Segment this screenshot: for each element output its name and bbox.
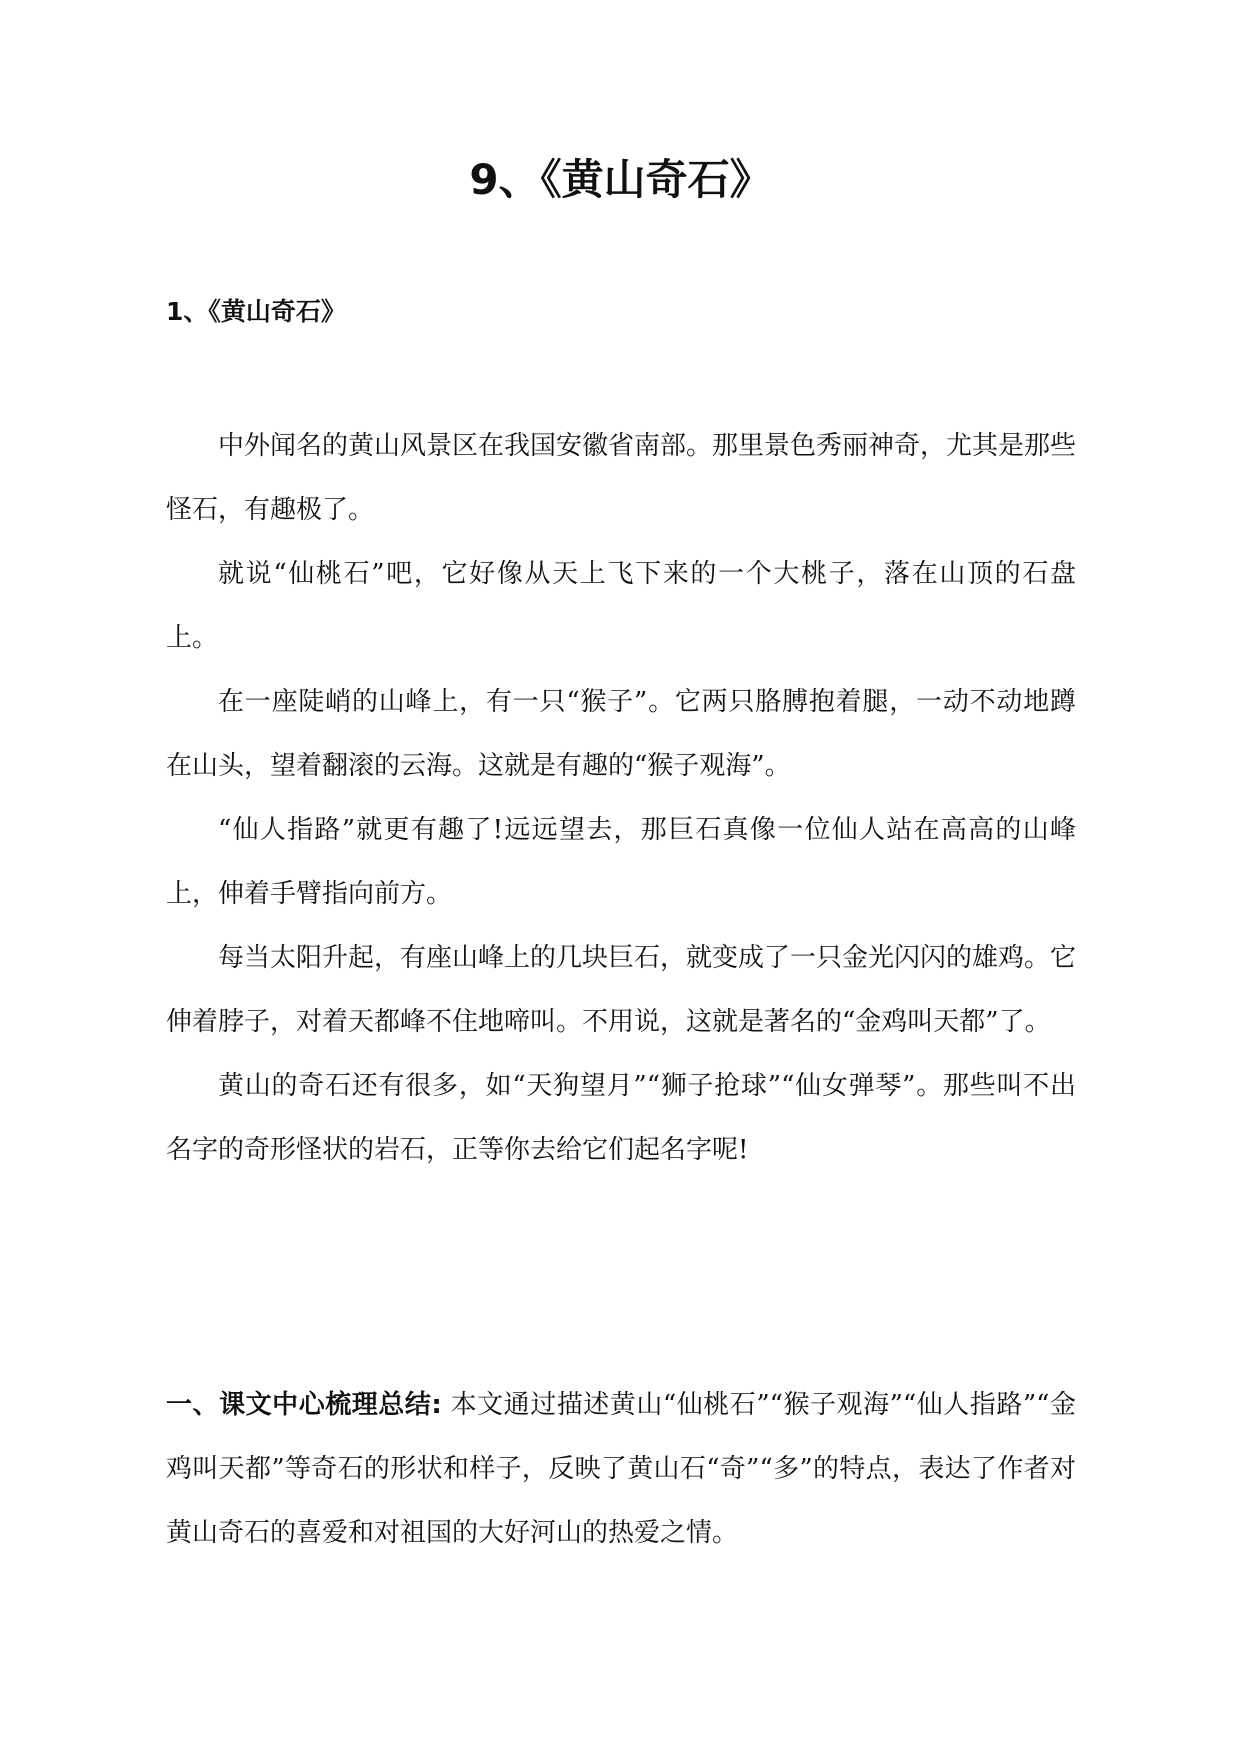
paragraph-4: “仙人指路”就更有趣了!远远望去，那巨石真像一位仙人站在高高的山峰上，伸着手臂指向前方。: [166, 815, 1076, 909]
article-body: [166, 414, 1076, 1182]
summary-paragraph: [166, 1373, 1076, 1565]
summary-text: 本文通过描述黄山“仙桃石”“猴子观海”“仙人指路”“金鸡叫天都”等奇石的形状和样子，反映了黄山石“奇”“多”的特点，表达了作者对黄山奇石的喜爱和对祖国的大好河山的热爱之情。: [166, 1390, 1076, 1548]
section-heading: 1、《黄山奇石》: [166, 297, 346, 326]
page-title: 9、《黄山奇石》: [469, 155, 772, 204]
paragraph-1: 中外闻名的黄山风景区在我国安徽省南部。那里景色秀丽神奇，尤其是那些怪石，有趣极了。: [166, 431, 1077, 525]
summary-label: 一、课文中心梳理总结:: [166, 1390, 442, 1420]
paragraph-6: 黄山的奇石还有很多，如“天狗望月”“狮子抢球”“仙女弹琴”。那些叫不出名字的奇形怪状的岩石，正等你去给它们起名字呢!: [166, 1071, 1076, 1165]
paragraph-3: 在一座陡峭的山峰上，有一只“猴子”。它两只胳膊抱着腿，一动不动地蹲在山头，望着翻滚的云海。这就是有趣的“猴子观海”。: [166, 687, 1076, 781]
paragraph-5: 每当太阳升起，有座山峰上的几块巨石，就变成了一只金光闪闪的雄鸡。它伸着脖子，对着天都峰不住地啼叫。不用说，这就是著名的“金鸡叫天都”了。: [166, 943, 1077, 1037]
paragraph-2: 就说“仙桃石”吧，它好像从天上飞下来的一个大桃子，落在山顶的石盘上。: [166, 559, 1076, 653]
